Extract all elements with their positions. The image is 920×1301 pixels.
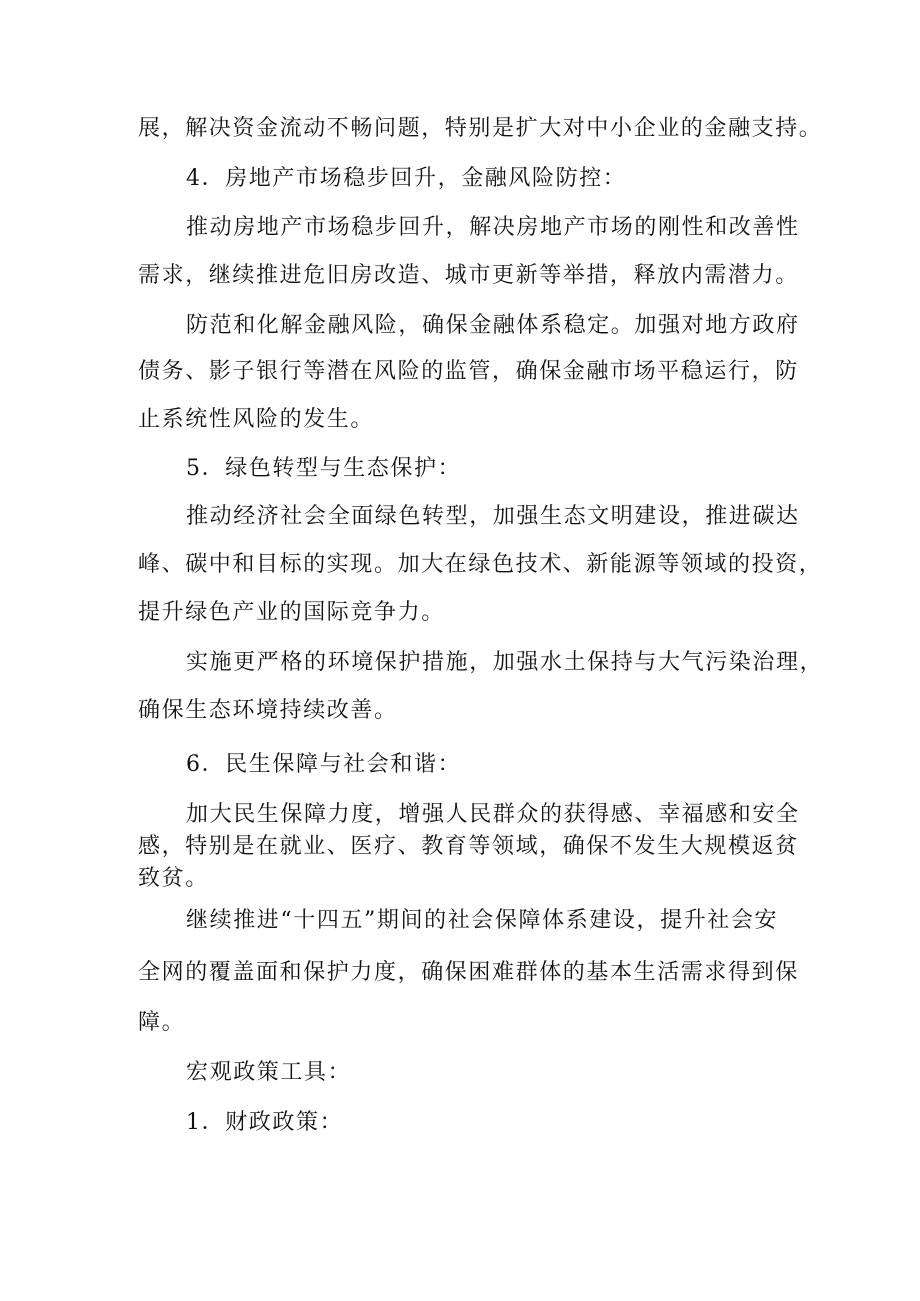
text-line: 推动房地产市场稳步回升，解决房地产市场的刚性和改善性 xyxy=(186,215,800,240)
text-line: 展，解决资金流动不畅问题，特别是扩大对中小企业的金融支持。 xyxy=(138,116,823,141)
text-line: 全网的覆盖面和保护力度，确保困难群体的基本生活需求得到保 xyxy=(138,960,799,985)
text-line: 确保生态环境持续改善。 xyxy=(138,698,398,723)
subsection-heading-fiscal-policy: 1．财政政策： xyxy=(186,1110,344,1135)
section-heading-macro-tools: 宏观政策工具： xyxy=(186,1060,352,1085)
text-line: 债务、影子银行等潜在风险的监管，确保金融市场平稳运行，防 xyxy=(138,359,799,384)
text-line: 致贫。 xyxy=(138,866,209,891)
text-line: 障。 xyxy=(138,1010,186,1035)
text-line: 继续推进“十四五”期间的社会保障体系建设，提升社会安 xyxy=(186,908,779,933)
text-line: 实施更严格的环境保护措施，加强水土保持与大气污染治理， xyxy=(186,650,824,675)
text-line: 峰、碳中和目标的实现。加大在绿色技术、新能源等领域的投资， xyxy=(138,552,823,577)
text-line: 防范和化解金融风险，确保金融体系稳定。加强对地方政府 xyxy=(186,313,800,338)
text-line: 止系统性风险的发生。 xyxy=(138,407,375,432)
text-line: 感，特别是在就业、医疗、教育等领域，确保不发生大规模返贫 xyxy=(138,834,799,859)
section-heading-5: 5．绿色转型与生态保护： xyxy=(186,456,462,481)
text-line: 需求，继续推进危旧房改造、城市更新等举措，释放内需潜力。 xyxy=(138,263,799,288)
section-heading-6: 6．民生保障与社会和谐： xyxy=(186,752,462,777)
section-heading-4: 4．房地产市场稳步回升，金融风险防控： xyxy=(186,166,627,191)
text-line: 加大民生保障力度，增强人民群众的获得感、幸福感和安全 xyxy=(186,802,800,827)
text-line: 推动经济社会全面绿色转型，加强生态文明建设，推进碳达 xyxy=(186,504,800,529)
text-line: 提升绿色产业的国际竞争力。 xyxy=(138,600,445,625)
